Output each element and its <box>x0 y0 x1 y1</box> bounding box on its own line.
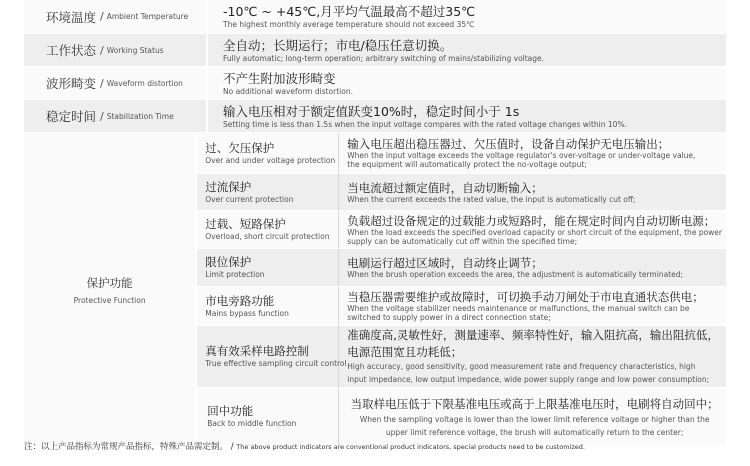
label-separator: / <box>100 109 104 123</box>
desc-en-line: supply can be automatically cut off within the specified time; <box>347 236 578 246</box>
desc-en-line: When the sampling voltage is lower than the lower limit reference voltage or higher than the <box>359 414 710 424</box>
footnote-en: The above product indicators are conventional product indicators, special products need to be customized. <box>236 443 585 451</box>
desc-en-line: When the load exceeds the specified overload capacity or short circuit of the equipment, the power <box>347 227 722 237</box>
name-cn: 过、欠压保护 <box>205 140 275 155</box>
value-en: The highest monthly average temperature should not exceed 35℃ <box>223 20 475 29</box>
label-en: Ambient Temperature <box>106 12 189 21</box>
value-en: No additional waveform distortion. <box>223 86 353 96</box>
protection-item-over-current <box>197 174 726 211</box>
value-cn: -10℃ ~ +45℃,月平均气温最高不超过35℃ <box>223 4 476 19</box>
item-description <box>339 211 726 248</box>
protective-function-label <box>24 133 197 446</box>
name-cn: 市电旁路功能 <box>205 293 275 308</box>
label-en: Waveform distortion <box>106 78 183 88</box>
spec-label <box>24 100 208 132</box>
desc-en-line: When the current exceeds the rated value, the input is automatically cut off; <box>347 194 636 204</box>
value-cn: 不产生附加波形畸变 <box>223 70 336 86</box>
desc-cn: 当稳压器需要维护或故障时，可切换手动刀闸处于市电直通状态供电； <box>347 290 704 304</box>
item-name <box>197 211 339 248</box>
item-description <box>339 133 726 173</box>
value-en: Setting time is less than 1.5s when the input voltage compares with the rated voltage changes within 10%. <box>223 119 627 129</box>
spec-row-working-status <box>24 34 726 67</box>
name-en: Mains bypass function <box>205 308 289 318</box>
desc-en-line: When the input voltage exceeds the voltage regulator's over-voltage or under-voltage value, <box>347 151 696 160</box>
label-cn: 波形畸变 <box>46 76 97 91</box>
spec-row-ambient-temperature <box>24 0 726 34</box>
name-cn: 真有效采样电路控制 <box>205 344 309 358</box>
label-separator: / <box>100 10 104 23</box>
label-en: Protective Function <box>73 295 146 305</box>
label-separator: / <box>100 76 104 90</box>
footnote-separator: / <box>230 442 234 452</box>
name-cn: 限位保护 <box>205 255 252 269</box>
value-en: Fully automatic; long-term operation; arbitrary switching of mains/stabilizing voltage. <box>223 53 545 63</box>
desc-cn-line: 电源范围宽且功耗低； <box>347 345 463 359</box>
item-description <box>339 326 726 387</box>
desc-en-line: upper limit reference voltage, the brush will automatically return to the center; <box>385 427 684 437</box>
desc-en-line: When the brush operation exceeds the area, the adjustment is automatically terminated; <box>347 270 684 279</box>
desc-cn: 负载超过设备规定的过载能力或短路时，能在规定时间内自动切断电源； <box>347 213 716 228</box>
label-cn: 保护功能 <box>86 275 133 290</box>
name-cn: 过流保护 <box>205 179 252 194</box>
spec-value <box>208 34 726 66</box>
desc-cn: 当电流超过额定值时，自动切断输入； <box>347 180 543 195</box>
name-cn: 回中功能 <box>207 404 254 418</box>
spec-value <box>208 67 726 99</box>
desc-en-line: High accuracy, good sensitivity, good measurement rate and frequency characteristics, high <box>347 362 696 371</box>
item-description <box>339 388 726 445</box>
spec-label <box>24 67 208 99</box>
item-name <box>197 287 339 325</box>
item-name <box>197 133 339 173</box>
label-separator: / <box>100 43 104 57</box>
name-en: Back to middle function <box>207 419 297 428</box>
desc-en-line: the equipment will automatically protect the no-voltage output; <box>347 160 587 169</box>
spec-label <box>24 0 208 33</box>
footnote-cn: 注：以上产品指标为常规产品指标，特殊产品需定制。 <box>24 442 229 452</box>
item-description <box>339 249 726 286</box>
desc-en-line: input impedance, low output impedance, wide power supply range and low power consumption; <box>347 375 710 384</box>
protection-item-overload-short-circuit <box>197 211 726 249</box>
desc-cn-line: 准确度高,灵敏性好，测量速率、频率特性好，输入阻抗高，输出阻抗低， <box>347 328 719 342</box>
item-name <box>197 326 347 387</box>
spec-row-waveform-distortion <box>24 67 726 100</box>
name-en: Overload, short circuit protection <box>205 232 330 241</box>
desc-en-line: switched to supply power in a direct connection state; <box>347 313 551 322</box>
item-description <box>339 174 726 210</box>
protective-function-block <box>24 133 726 446</box>
item-name <box>197 249 339 286</box>
spec-label <box>24 34 208 66</box>
spec-row-stabilization-time <box>24 100 726 133</box>
desc-cn: 电刷运行超过区域时，自动终止调节； <box>347 256 543 270</box>
protection-item-over-under-voltage <box>197 133 726 174</box>
protection-item-limit <box>197 249 726 287</box>
desc-cn: 当取样电压低于下限基准电压或高于上限基准电压时，电刷将自动回中； <box>350 396 719 411</box>
value-cn: 全自动；长期运行；市电/稳压任意切换。 <box>223 37 453 53</box>
protection-item-back-to-middle <box>197 388 726 446</box>
name-en: Over current protection <box>205 194 294 204</box>
label-cn: 工作状态 <box>46 43 97 58</box>
label-cn: 稳定时间 <box>46 109 97 124</box>
label-cn: 环境温度 <box>46 9 97 25</box>
item-name <box>197 174 339 210</box>
spec-table <box>24 0 726 446</box>
desc-en-line: When the voltage stabilizer needs maintenance or malfunctions, the manual switch can be <box>347 304 690 313</box>
value-cn: 输入电压相对于额定值跃变10%时，稳定时间小于 1s <box>223 103 520 119</box>
name-en: True effective sampling circuit control <box>205 359 347 368</box>
label-en: Stabilization Time <box>106 111 174 121</box>
protection-item-true-rms-sampling <box>197 326 726 388</box>
desc-cn: 输入电压超出稳压器过、欠压值时，设备自动保护无电压输出； <box>347 137 670 151</box>
footnote <box>24 440 585 452</box>
spec-value <box>208 100 726 132</box>
name-en: Over and under voltage protection <box>205 155 336 165</box>
label-en: Working Status <box>106 45 164 55</box>
protective-items <box>197 133 726 446</box>
spec-value <box>208 0 726 33</box>
name-en: Limit protection <box>205 270 265 279</box>
item-description <box>339 287 726 325</box>
protection-item-mains-bypass <box>197 287 726 326</box>
item-name <box>197 388 339 445</box>
name-cn: 过载、短路保护 <box>205 217 286 231</box>
